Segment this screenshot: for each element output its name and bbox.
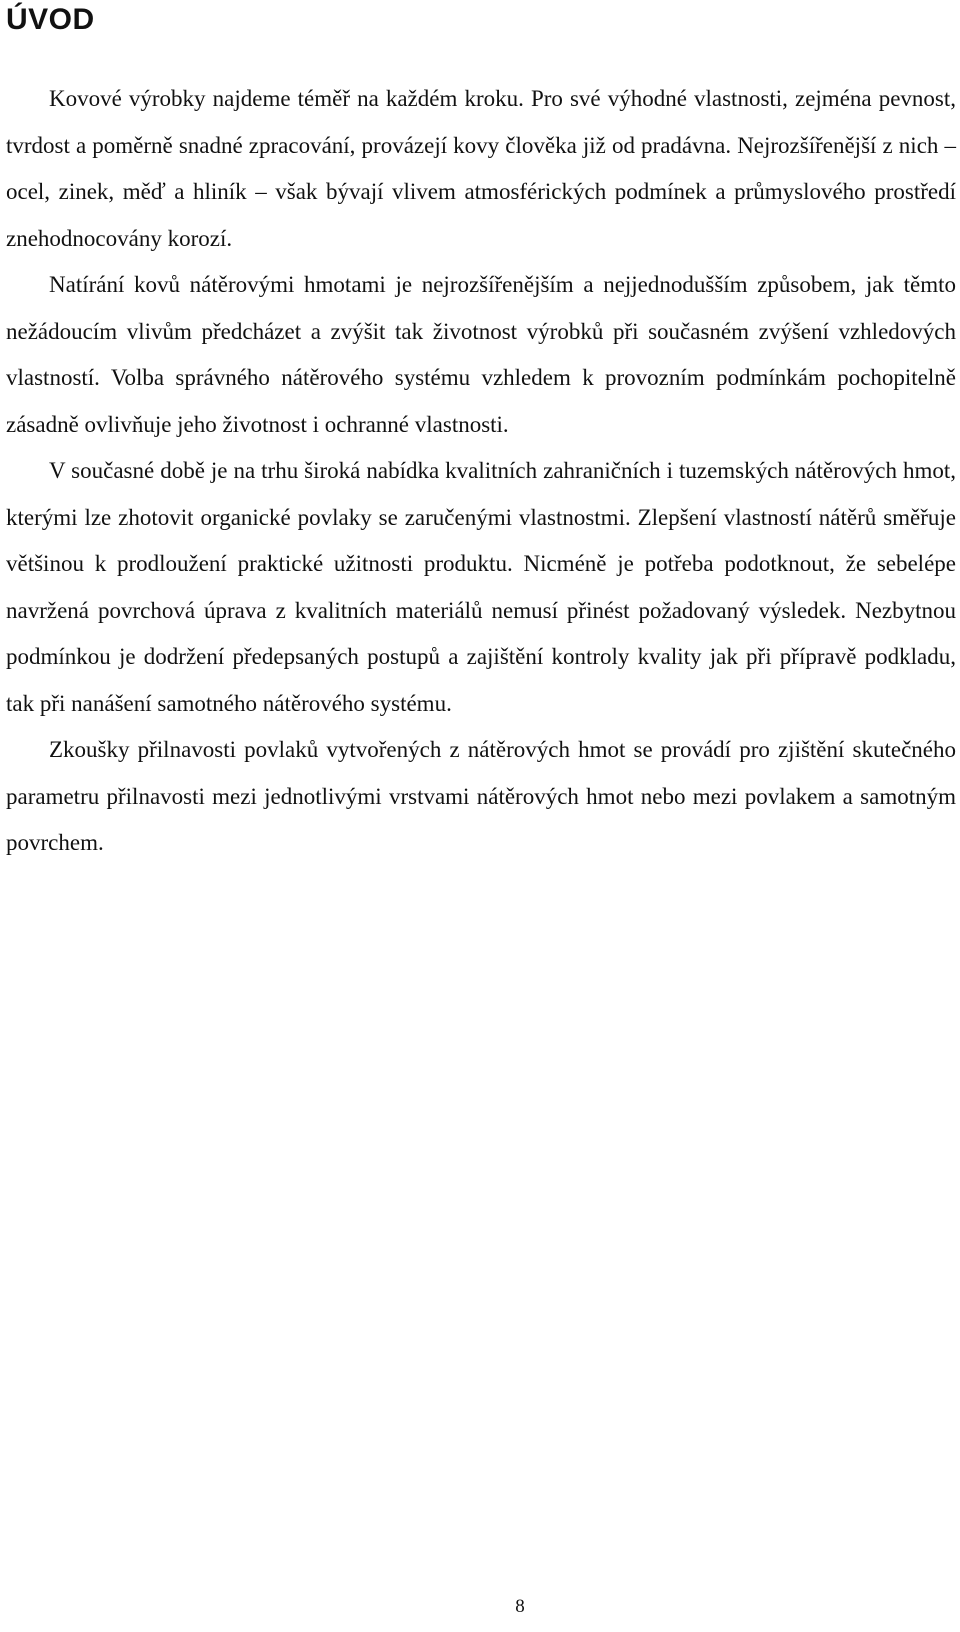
body-text <box>6 76 956 867</box>
section-heading: ÚVOD <box>6 3 95 36</box>
paragraph-intro: Kovové výrobky najdeme téměř na každém kroku. Pro své výhodné vlastnosti, zejména pevnost, tvrdost a poměrně snadné zpracování, provázejí kovy člověka již od pradávna. Nejrozšířenější z nich – ocel, zinek, měď a hliník – však bývají vlivem atmosférických podmínek a průmyslového prostředí znehodnocovány korozí. <box>6 86 956 251</box>
paragraph-coating: Natírání kovů nátěrovými hmotami je nejrozšířenějším a nejjednodušším způsobem, jak těmto nežádoucím vlivům předcházet a zvýšit tak životnost výrobků při současném zvýšení vzhledových vlastností. Volba správného nátěrového systému vzhledem k provozním podmínkám pochopitelně zásadně ovlivňuje jeho životnost i ochranné vlastnosti. <box>6 272 956 437</box>
paragraph-adhesion: Zkoušky přilnavosti povlaků vytvořených z nátěrových hmot se provádí pro zjištění skutečného parametru přilnavosti mezi jednotlivými vrstvami nátěrových hmot nebo mezi povlakem a samotným povrchem. <box>6 737 956 855</box>
page-number: 8 <box>515 1596 525 1617</box>
paragraph-market: V současné době je na trhu široká nabídka kvalitních zahraničních i tuzemských nátěrových hmot, kterými lze zhotovit organické povlaky se zaručenými vlastnostmi. Zlepšení vlastností nátěrů směřuje většinou k prodloužení praktické užitnosti produktu. Nicméně je potřeba podotknout, že sebelépe navržená povrchová úprava z kvalitních materiálů nemusí přinést požadovaný výsledek. Nezbytnou podmínkou je dodržení předepsaných postupů a zajištění kontroly kvality jak při přípravě podkladu, tak při nanášení samotného nátěrového systému. <box>6 458 956 716</box>
